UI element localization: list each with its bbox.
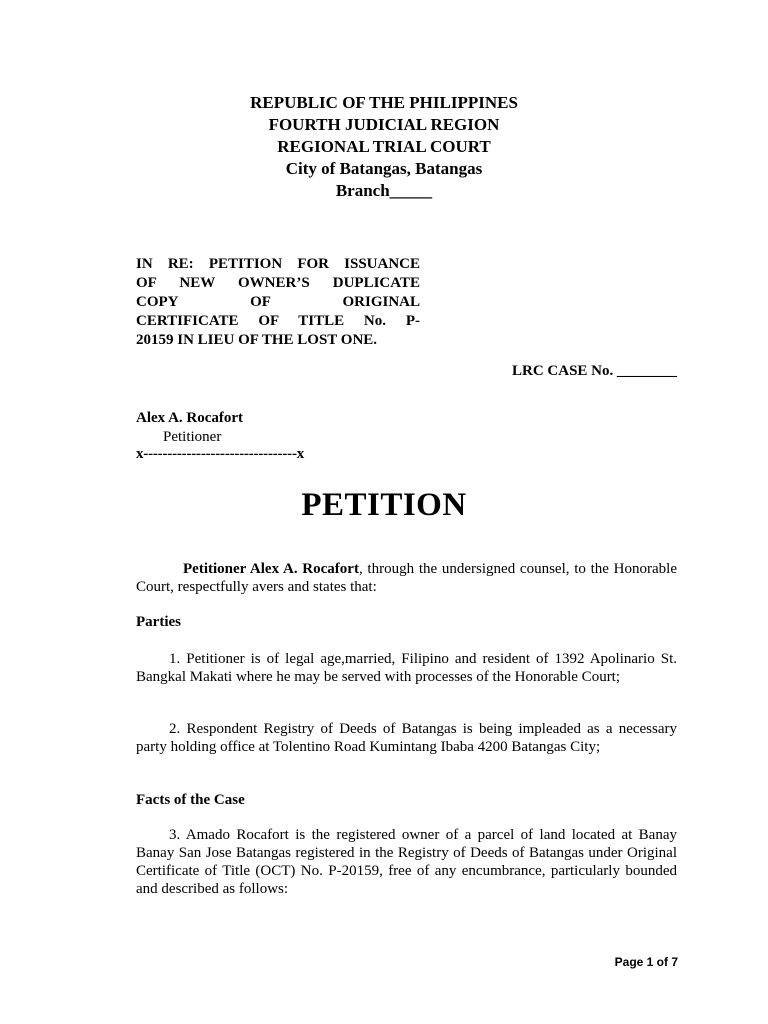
paragraph-3: 3. Amado Rocafort is the registered owner of a parcel of land located at Banay Banay San Jose Batangas registered in the Registry of Deeds of Batangas under Original Certificate of Title (OCT) No. P-20159, free of any encumbrance, particularly bounded and described as follows: xyxy=(136,827,677,897)
petitioner-name: Alex A. Rocafort xyxy=(136,410,244,426)
intro-paragraph xyxy=(136,560,677,596)
intro-bold: Petitioner Alex A. Rocafort xyxy=(183,561,359,577)
paragraph-2: 2. Respondent Registry of Deeds of Batangas is being impleaded as a necessary party holding office at Tolentino Road Kumintang Ibaba 4200 Batangas City; xyxy=(136,721,677,755)
section-facts: Facts of the Case xyxy=(136,792,245,808)
page-number: Page 1 of 7 xyxy=(614,955,678,969)
header-court: REGIONAL TRIAL COURT xyxy=(277,137,491,156)
header-republic: REPUBLIC OF THE PHILIPPINES xyxy=(250,93,518,112)
header-branch: Branch_____ xyxy=(335,181,433,200)
section-parties: Parties xyxy=(136,614,181,630)
caption-line-2: OF NEW OWNER’S DUPLICATE xyxy=(136,275,420,291)
caption-line-4: CERTIFICATE OF TITLE No. P- xyxy=(136,313,420,329)
intro-rest: , through the undersigned counsel, to the Honorable Court, respectfully avers and states that: xyxy=(136,561,677,595)
header-region: FOURTH JUDICIAL REGION xyxy=(268,115,500,134)
caption-line-3: COPY OF ORIGINAL xyxy=(136,294,420,310)
petitioner-role: Petitioner xyxy=(163,429,222,445)
paragraph-1: 1. Petitioner is of legal age,married, Filipino and resident of 1392 Apolinario St. Bangkal Makati where he may be served with processes of the Honorable Court; xyxy=(136,651,677,685)
caption-line-5: 20159 IN LIEU OF THE LOST ONE. xyxy=(136,332,378,348)
header-city: City of Batangas, Batangas xyxy=(285,159,483,178)
caption-line-1: IN RE: PETITION FOR ISSUANCE xyxy=(136,256,420,272)
document-title: PETITION xyxy=(301,487,467,523)
court-header xyxy=(0,92,768,202)
case-caption xyxy=(136,255,420,350)
caption-separator: x--------------------------------x xyxy=(136,446,305,462)
case-number: LRC CASE No. ________ xyxy=(511,363,677,379)
